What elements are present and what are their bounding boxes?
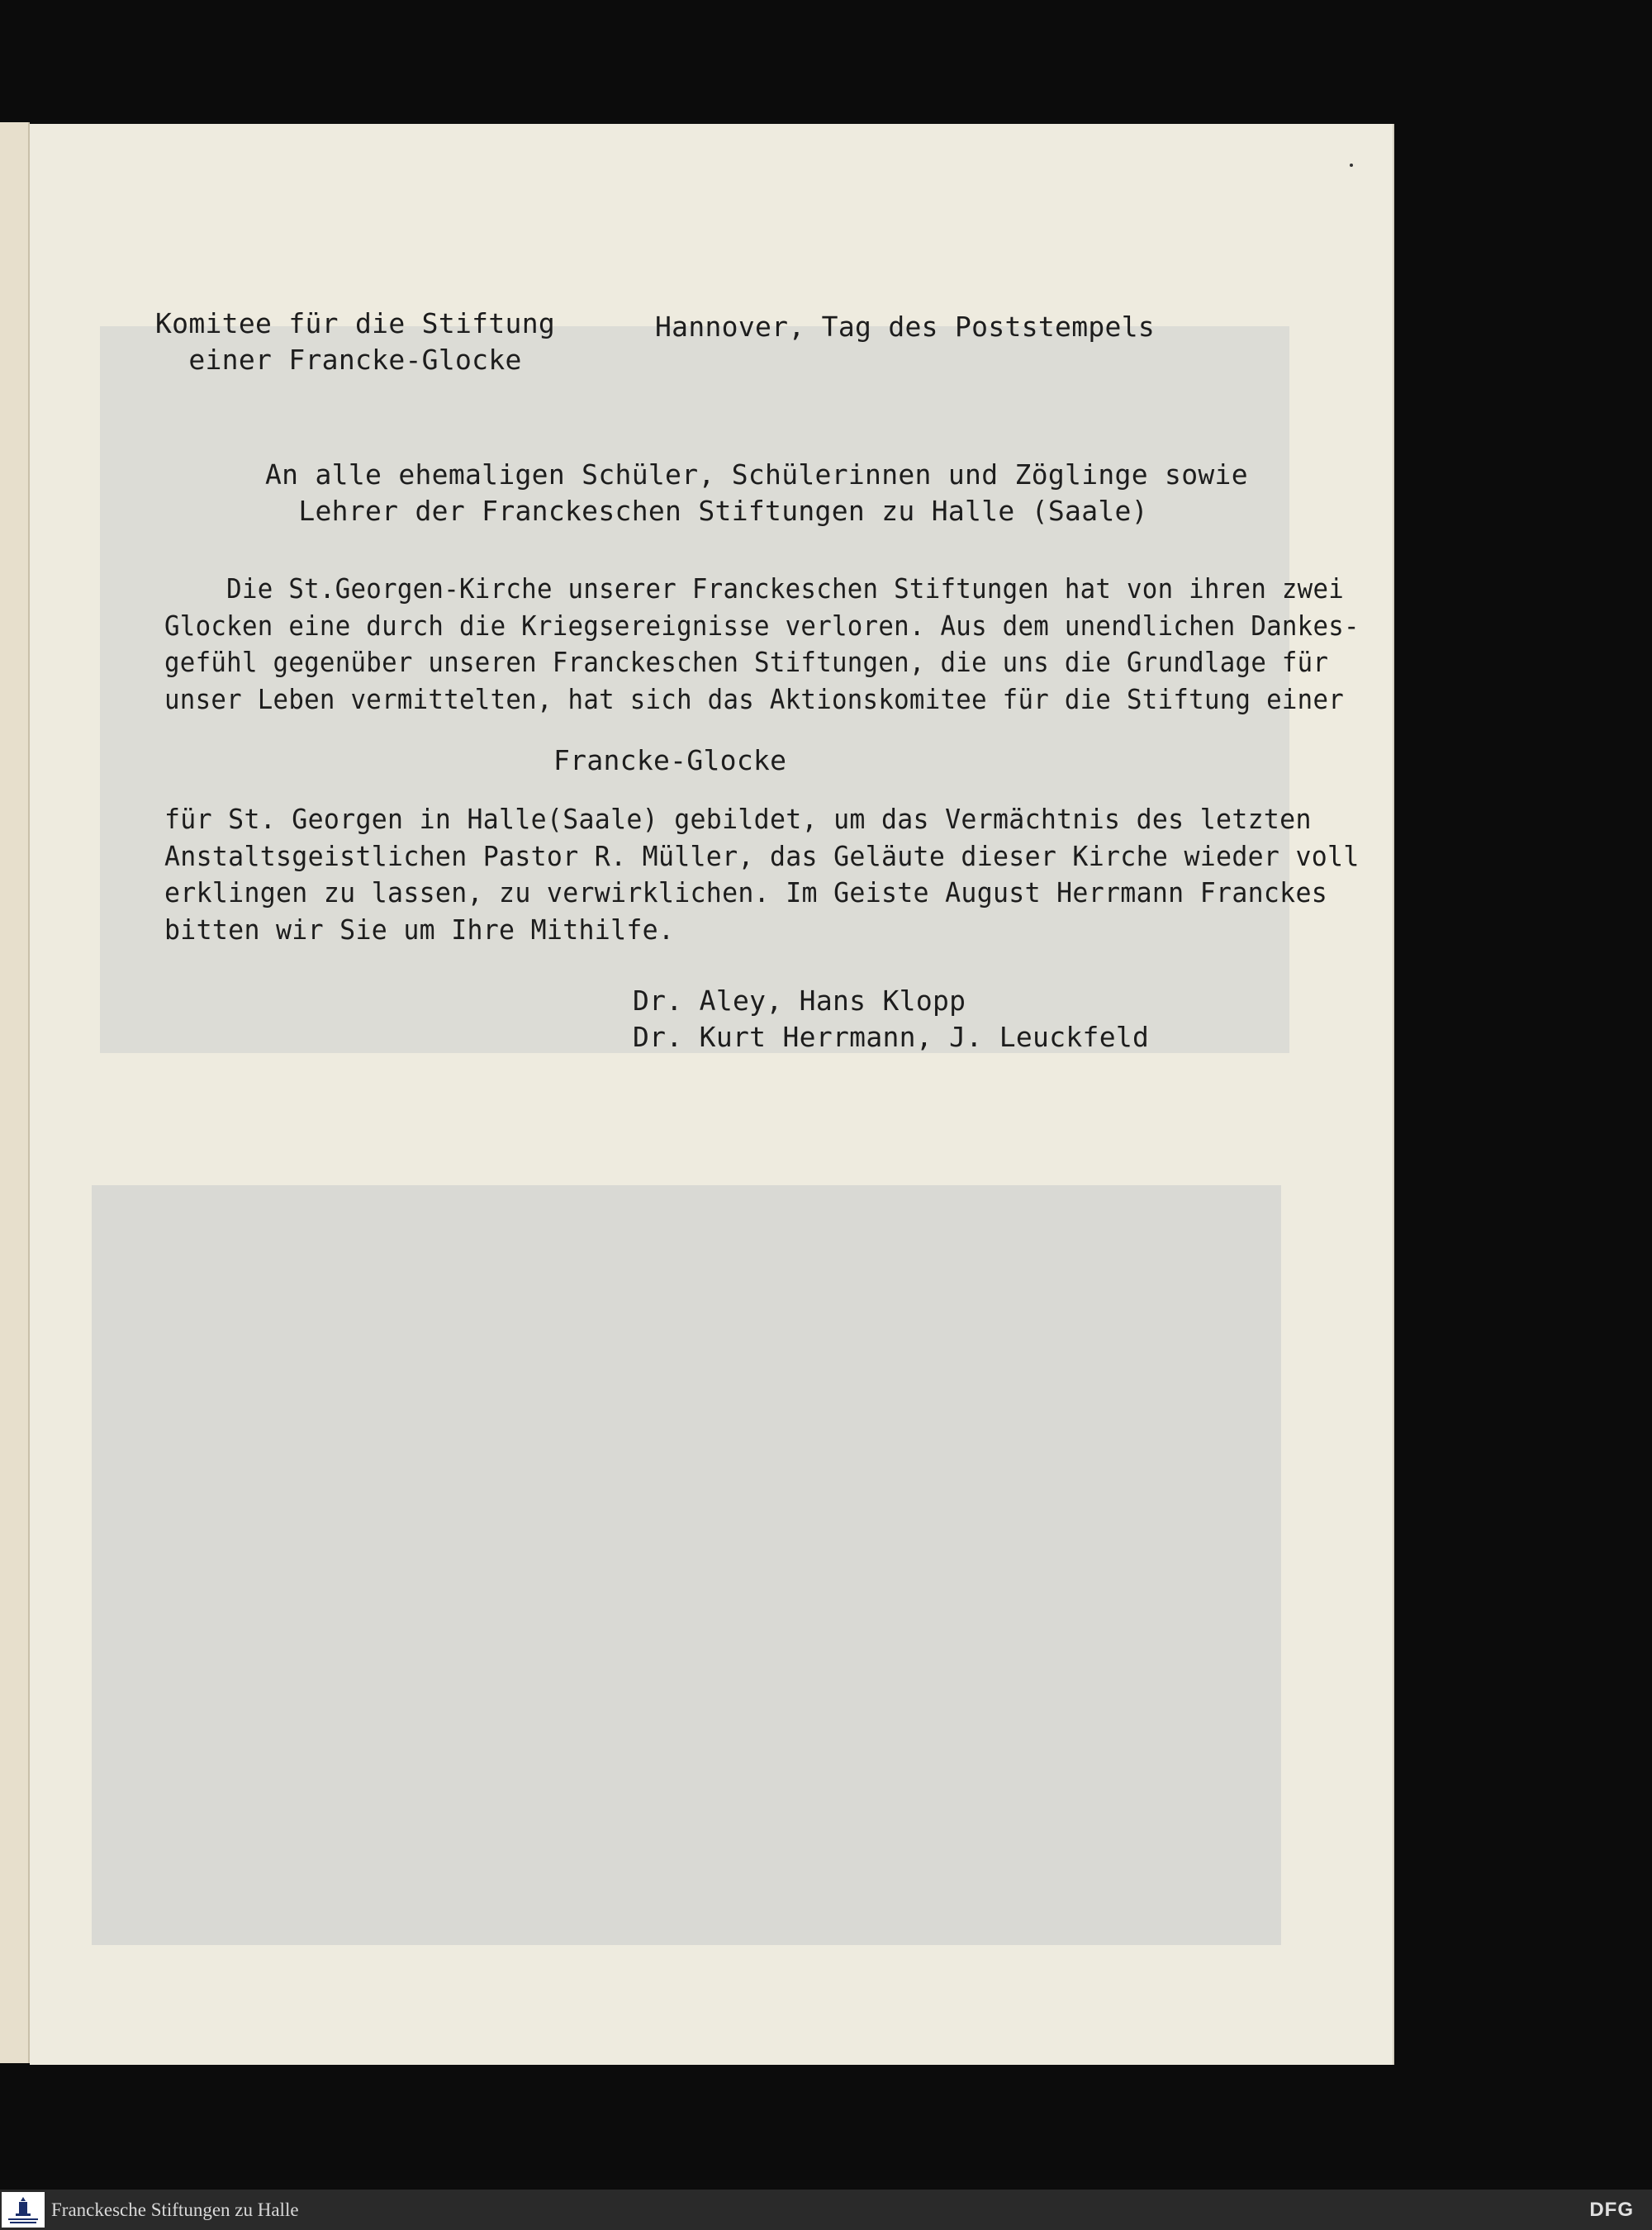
place-date: Hannover, Tag des Poststempels xyxy=(655,311,1156,343)
centered-title: Francke-Glocke xyxy=(553,744,787,776)
sender-committee: Komitee für die Stiftung einer Francke-Glocke xyxy=(155,307,556,376)
show-through-panel-bottom xyxy=(92,1185,1281,1945)
dfg-logo[interactable]: DFG xyxy=(1589,2199,1634,2221)
institution-name[interactable]: Franckesche Stiftungen zu Halle xyxy=(51,2199,299,2220)
viewer-footer-bar xyxy=(0,2190,1652,2230)
signers: Dr. Aley, Hans Klopp Dr. Kurt Herrmann, J. Leuckfeld xyxy=(633,985,1150,1053)
salutation: An alle ehemaligen Schüler, Schülerinnen und Zöglinge sowie Lehrer der Franckeschen Stiftungen zu Halle (Saale) xyxy=(265,458,1248,527)
document-page xyxy=(30,124,1393,2065)
body-paragraph-2: für St. Georgen in Halle(Saale) gebildet, um das Vermächtnis des letzten Anstaltsgeistlichen Pastor R. Müller, das Geläute dieser Kirche wieder voll erklingen zu lassen, zu verwirklichen. Im Geiste August Herrmann Franckes bitten wir Sie um Ihre Mithilfe. xyxy=(164,803,1360,946)
previous-page-edge xyxy=(0,122,30,2063)
franckesche-stiftungen-logo-icon[interactable] xyxy=(2,2192,45,2228)
body-paragraph-1: Die St.Georgen-Kirche unserer Franckeschen Stiftungen hat von ihren zwei Glocken eine durch die Kriegsereignisse verloren. Aus dem unendlichen Dankes- gefühl gegenüber unseren Franckeschen Stiftungen, die uns die Grundlage für unser Leben vermittelten, hat sich das Aktionskomitee für die Stiftung einer xyxy=(164,572,1360,715)
paper-speck xyxy=(1350,164,1353,167)
